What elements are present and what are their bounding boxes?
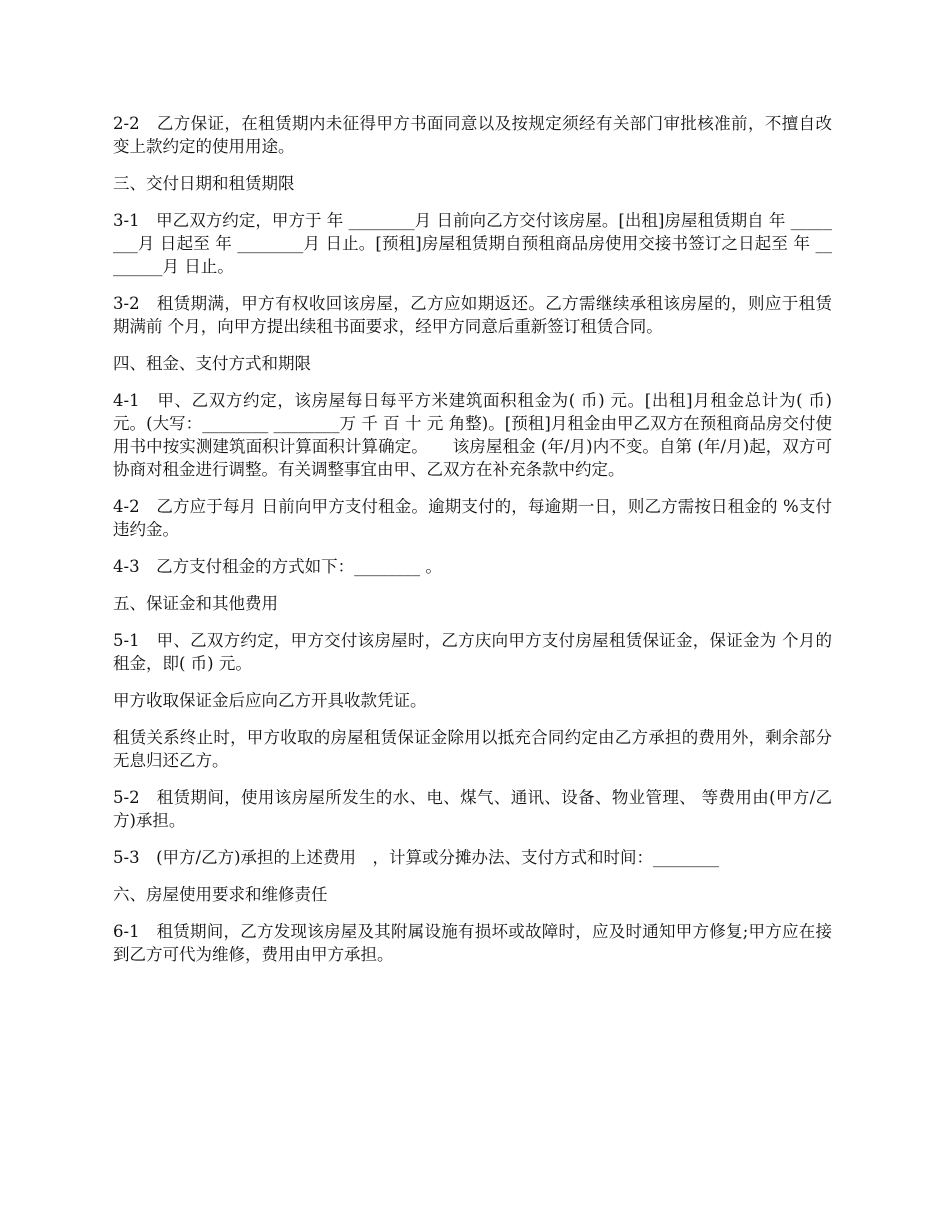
clause-6-1: 6-1 租赁期间，乙方发现该房屋及其附属设施有损坏或故障时，应及时通知甲方修复;甲方应在接到乙方可代为维修，费用由甲方承担。 [113,922,832,964]
clause-4-3: 4-3 乙方支付租金的方式如下：________ 。 [113,557,442,576]
section-heading-deposit-fees: 五、保证金和其他费用 [113,594,278,613]
clause-5-3: 5-3 (甲方/乙方)承担的上述费用 ，计算或分摊办法、支付方式和时间：________ [113,848,720,867]
clause-4-1: 4-1 甲、乙双方约定，该房屋每日每平方米建筑面积租金为( 币) 元。[出租]月租金总计为( 币) 元。(大写：________ ________万 千 百 十 元 角整)。[预租]月租金由甲乙双方在预租商品房交付使用书中按实测建筑面积计算面积计算确定。 该房屋租金 (年/月)内不变。自第 (年/月)起，双方可协商对租金进行调整。有关调整事宜由甲、乙双方在补充条款中约定。 [113,391,838,479]
clause-3-2: 3-2 租赁期满，甲方有权收回该房屋，乙方应如期返还。乙方需继续承租该房屋的，则应于租赁期满前 个月，向甲方提出续租书面要求，经甲方同意后重新签订租赁合同。 [113,294,832,336]
section-heading-delivery-term: 三、交付日期和租赁期限 [113,174,295,193]
section-heading-usage-maintenance: 六、房屋使用要求和维修责任 [113,885,328,904]
clause-4-2: 4-2 乙方应于每月 日前向甲方支付租金。逾期支付的，每逾期一日，则乙方需按日租金的 %支付违约金。 [113,497,832,539]
deposit-receipt-paragraph: 甲方收取保证金后应向乙方开具收款凭证。 [113,691,427,710]
clause-2-2: 2-2 乙方保证，在租赁期内未征得甲方书面同意以及按规定须经有关部门审批核准前，不擅自改变上款约定的使用用途。 [113,114,832,156]
clause-3-1: 3-1 甲乙双方约定，甲方于 年 ________月 日前向乙方交付该房屋。[出租]房屋租赁期自 年 ________月 日起至 年 ________月 日止。[预租]房屋租赁期自预租商品房使用交接书签订之日起至 年 ________月 日止。 [113,211,832,276]
deposit-refund-paragraph: 租赁关系终止时，甲方收取的房屋租赁保证金除用以抵充合同约定由乙方承担的费用外，剩余部分无息归还乙方。 [113,728,832,770]
section-heading-rent-payment: 四、租金、支付方式和期限 [113,354,311,373]
clause-5-1: 5-1 甲、乙双方约定，甲方交付该房屋时，乙方庆向甲方支付房屋租赁保证金，保证金为 个月的租金，即( 币) 元。 [113,631,832,673]
clause-5-2: 5-2 租赁期间，使用该房屋所发生的水、电、煤气、通讯、设备、物业管理、 等费用由(甲方/乙方)承担。 [113,788,832,830]
